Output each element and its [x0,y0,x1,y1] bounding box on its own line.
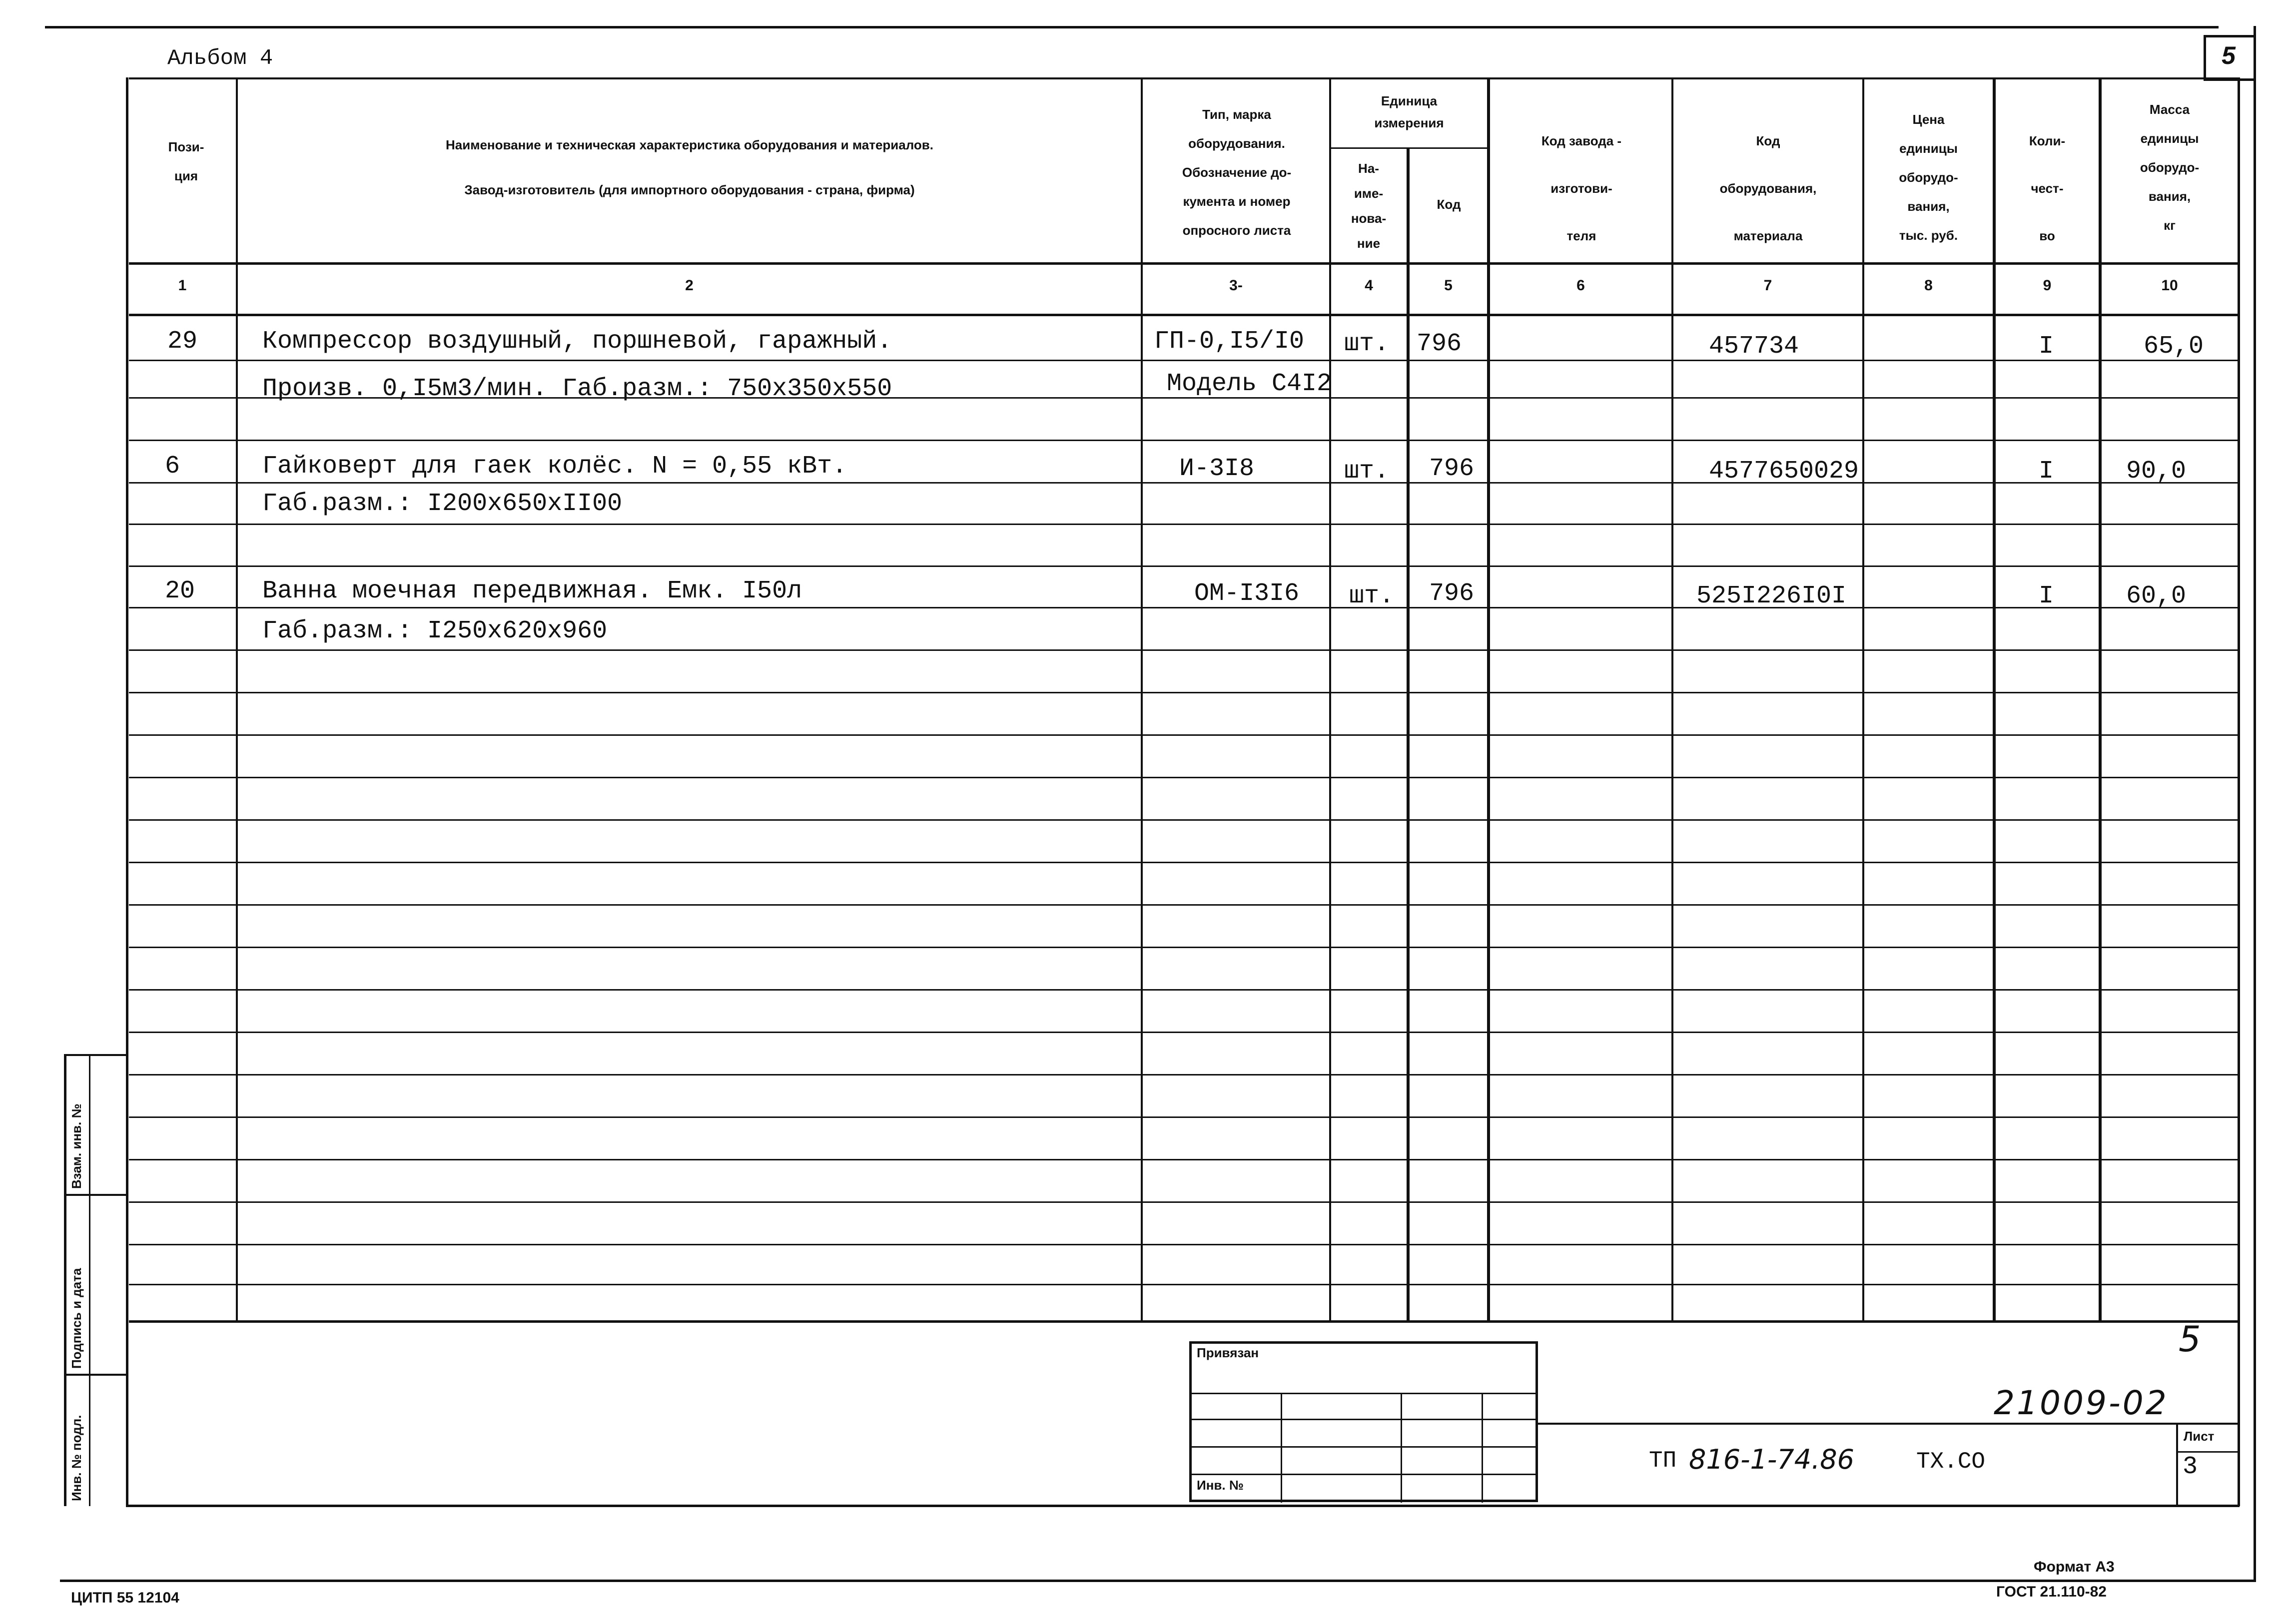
binding-stamp-label: Привязан [1197,1345,1259,1360]
hdr-position [137,132,235,190]
hdr-unit-group-l1: Единица [1381,93,1438,108]
item1-name2: Произв. 0,I5м3/мин. Габ.разм.: 750x350x550 [262,375,892,403]
hdr-type-l4: кумента и номер [1183,194,1291,209]
item1-mass: 65,0 [2144,332,2204,361]
item1-type: ГП-0,I5/I0 [1154,327,1305,356]
hdr-equip-code-l2: оборудования, [1719,181,1817,196]
binding-col-3 [1482,1393,1483,1503]
hdr-price-l3: оборудо- [1899,170,1958,185]
side-strip-mid [89,1054,90,1506]
hdr-quantity [1996,117,2099,260]
side-label-replace: Взам. инв. № [69,1103,84,1189]
footer-gost: ГОСТ 21.110-82 [1996,1584,2107,1600]
item3-type: ОМ-I3I6 [1194,579,1300,608]
col-line-6 [1671,77,1673,1321]
binding-inv-label: Инв. № [1197,1478,1244,1493]
colnum-10: 10 [2161,277,2178,294]
row-line [129,734,2238,736]
hdr-mass-l1: Масса [2149,102,2190,117]
hdr-type-l3: Обозначение до- [1182,165,1292,180]
hdr-price-l1: Цена [1912,112,1945,127]
item1-unit: шт. [1344,330,1390,358]
left-frame [126,77,128,1506]
item3-name: Ванна моечная передвижная. Емк. I50л [262,577,802,605]
colnum-3: 3- [1229,277,1243,294]
sheet-handwritten: 5 [2179,1319,2201,1360]
hdr-price-l4: вания, [1907,199,1950,214]
sheet-number-top: 5 [2222,41,2236,69]
list-label: Лист [2184,1429,2215,1444]
hdr-mass-l2: единицы [2140,131,2199,146]
item1-type2: Модель С4I2 [1167,370,1332,398]
col-line-1 [236,77,238,1321]
colnum-bottom [129,314,2238,316]
item2-equip-code: 4577650029 [1709,457,1859,486]
header-bottom [129,262,2238,265]
row-line [129,360,2238,361]
hdr-name-l1: Наименование и техническая характеристика оборудования и материалов. [445,137,933,152]
row-line [129,989,2238,991]
row-line [129,524,2238,525]
hdr-mass-l3: оборудо- [2140,160,2200,175]
col-line-9 [2099,77,2102,1321]
item3-equip-code: 525I226I0I [1696,582,1847,610]
item3-mass: 60,0 [2126,582,2187,610]
side-label-inv: Инв. № подл. [69,1415,84,1501]
col-line-8 [1993,77,1996,1321]
top-rule [45,26,2219,28]
row-line [129,1116,2238,1118]
doc-code-prefix: ТП [1649,1448,1677,1474]
item1-pos: 29 [167,327,198,356]
col-line-7 [1862,77,1864,1321]
row-line [129,692,2238,693]
colnum-8: 8 [1924,277,1933,294]
row-line [129,1159,2238,1160]
side-strip-top [64,1054,128,1056]
binding-line-1 [1189,1393,1538,1394]
item3-name2: Габ.разм.: I250x620x960 [262,617,608,645]
hdr-unit-group-l2: измерения [1374,115,1444,130]
item1-name: Компрессор воздушный, поршневой, гаражный. [262,327,892,356]
row-line [129,649,2238,651]
item2-mass: 90,0 [2126,457,2187,486]
hdr-type-l2: оборудования. [1188,136,1285,151]
col-line-3 [1329,77,1331,1321]
colnum-4: 4 [1365,277,1373,294]
item2-unit-code: 796 [1429,455,1475,483]
list-value: 3 [2183,1453,2198,1481]
table-top [129,77,2238,79]
colnum-2: 2 [685,277,694,294]
side-strip-left [64,1054,66,1506]
colnum-9: 9 [2043,277,2052,294]
row-line [129,565,2238,567]
hdr-factory-code-l3: теля [1566,228,1596,243]
row-line [129,819,2238,821]
item3-qty: I [2039,582,2054,610]
row-line [129,904,2238,906]
item2-name2: Габ.разм.: I200x650xII00 [262,490,623,518]
row-line [129,1201,2238,1203]
row-line [129,607,2238,608]
hdr-quantity-l1: Коли- [2029,133,2066,148]
side-label-sign: Подпись и дата [69,1268,84,1369]
item1-unit-code: 796 [1417,330,1462,358]
hdr-position-l1: Пози- [168,139,204,154]
row-line [129,1284,2238,1285]
hdr-quantity-l2: чест- [2031,181,2064,196]
list-col-left [2176,1423,2178,1505]
row-line [129,777,2238,778]
doc-code-hand: 816-1-74.86 [1689,1444,1854,1475]
hdr-name-l2: Завод-изготовитель (для импортного оборудования - страна, фирма) [464,182,915,197]
row-line [129,947,2238,948]
hdr-equip-code-l3: материала [1733,228,1803,243]
hdr-equip-code [1674,117,1862,260]
binding-col-2 [1401,1393,1402,1503]
doc-code-suffix: ТХ.СО [1916,1449,1986,1475]
item2-type: И-3I8 [1179,455,1255,483]
hdr-unit-code: Код [1437,197,1461,212]
inner-bottom [126,1505,2240,1507]
colnum-5: 5 [1444,277,1453,294]
hdr-factory-code-l2: изготови- [1550,181,1612,196]
hdr-unit-name-l2: име- [1354,186,1384,201]
hdr-type [1144,100,1329,245]
binding-line-2 [1189,1419,1538,1420]
bottom-frame [60,1580,2256,1582]
side-strip-sep2 [64,1374,128,1376]
binding-line-4 [1189,1474,1538,1475]
row-line [129,1032,2238,1033]
item1-qty: I [2039,332,2054,361]
hdr-mass [2102,95,2238,240]
item2-name: Гайковерт для гаек колёс. N = 0,55 кВт. [262,452,847,481]
hdr-price-l2: единицы [1899,141,1958,156]
colnum-6: 6 [1576,277,1585,294]
table-bottom [129,1320,2238,1323]
inner-right [2238,77,2240,1506]
footer-left: ЦИТП 55 12104 [71,1590,179,1606]
hdr-type-l5: опросного листа [1182,223,1291,238]
item1-equip-code: 457734 [1709,332,1799,361]
hdr-unit-name-l4: ние [1357,236,1381,251]
item3-unit-code: 796 [1429,579,1475,608]
hdr-price [1864,105,1993,250]
hdr-mass-l5: кг [2164,218,2176,233]
hdr-position-l2: ция [174,168,198,183]
hdr-mass-l4: вания, [2148,189,2191,204]
album-label: Альбом 4 [167,46,273,71]
hdr-unit-name-l1: На- [1358,161,1379,176]
row-line [129,440,2238,441]
row-line [129,862,2238,863]
row-line [129,1244,2238,1245]
item2-qty: I [2039,457,2054,486]
hdr-factory-code [1492,117,1671,260]
binding-col-1 [1281,1393,1282,1503]
doc-block-top [1538,1423,2238,1425]
row-line [129,1074,2238,1076]
col-line-2 [1141,77,1143,1321]
item3-pos: 20 [165,577,195,605]
hdr-unit-name [1331,156,1406,256]
item2-pos: 6 [165,452,180,481]
footer-format: Формат А3 [2034,1559,2115,1575]
hdr-price-l5: тыс. руб. [1899,228,1958,243]
hdr-type-l1: Тип, марка [1202,107,1271,122]
hdr-quantity-l3: во [2039,228,2055,243]
side-strip-sep1 [64,1194,128,1196]
hdr-name [245,122,1134,212]
hdr-factory-code-l1: Код завода - [1541,133,1622,148]
col-line-5 [1487,77,1490,1321]
item2-unit: шт. [1344,457,1390,486]
doc-number-handwritten: 21009-02 [1994,1384,2169,1422]
binding-line-3 [1189,1446,1538,1448]
right-frame [2254,26,2256,1581]
hdr-equip-code-l1: Код [1756,133,1780,148]
item3-unit: шт. [1349,582,1395,610]
colnum-1: 1 [178,277,187,294]
hdr-unit-group [1331,90,1487,134]
hdr-unit-name-l3: нова- [1351,211,1387,226]
colnum-7: 7 [1763,277,1772,294]
